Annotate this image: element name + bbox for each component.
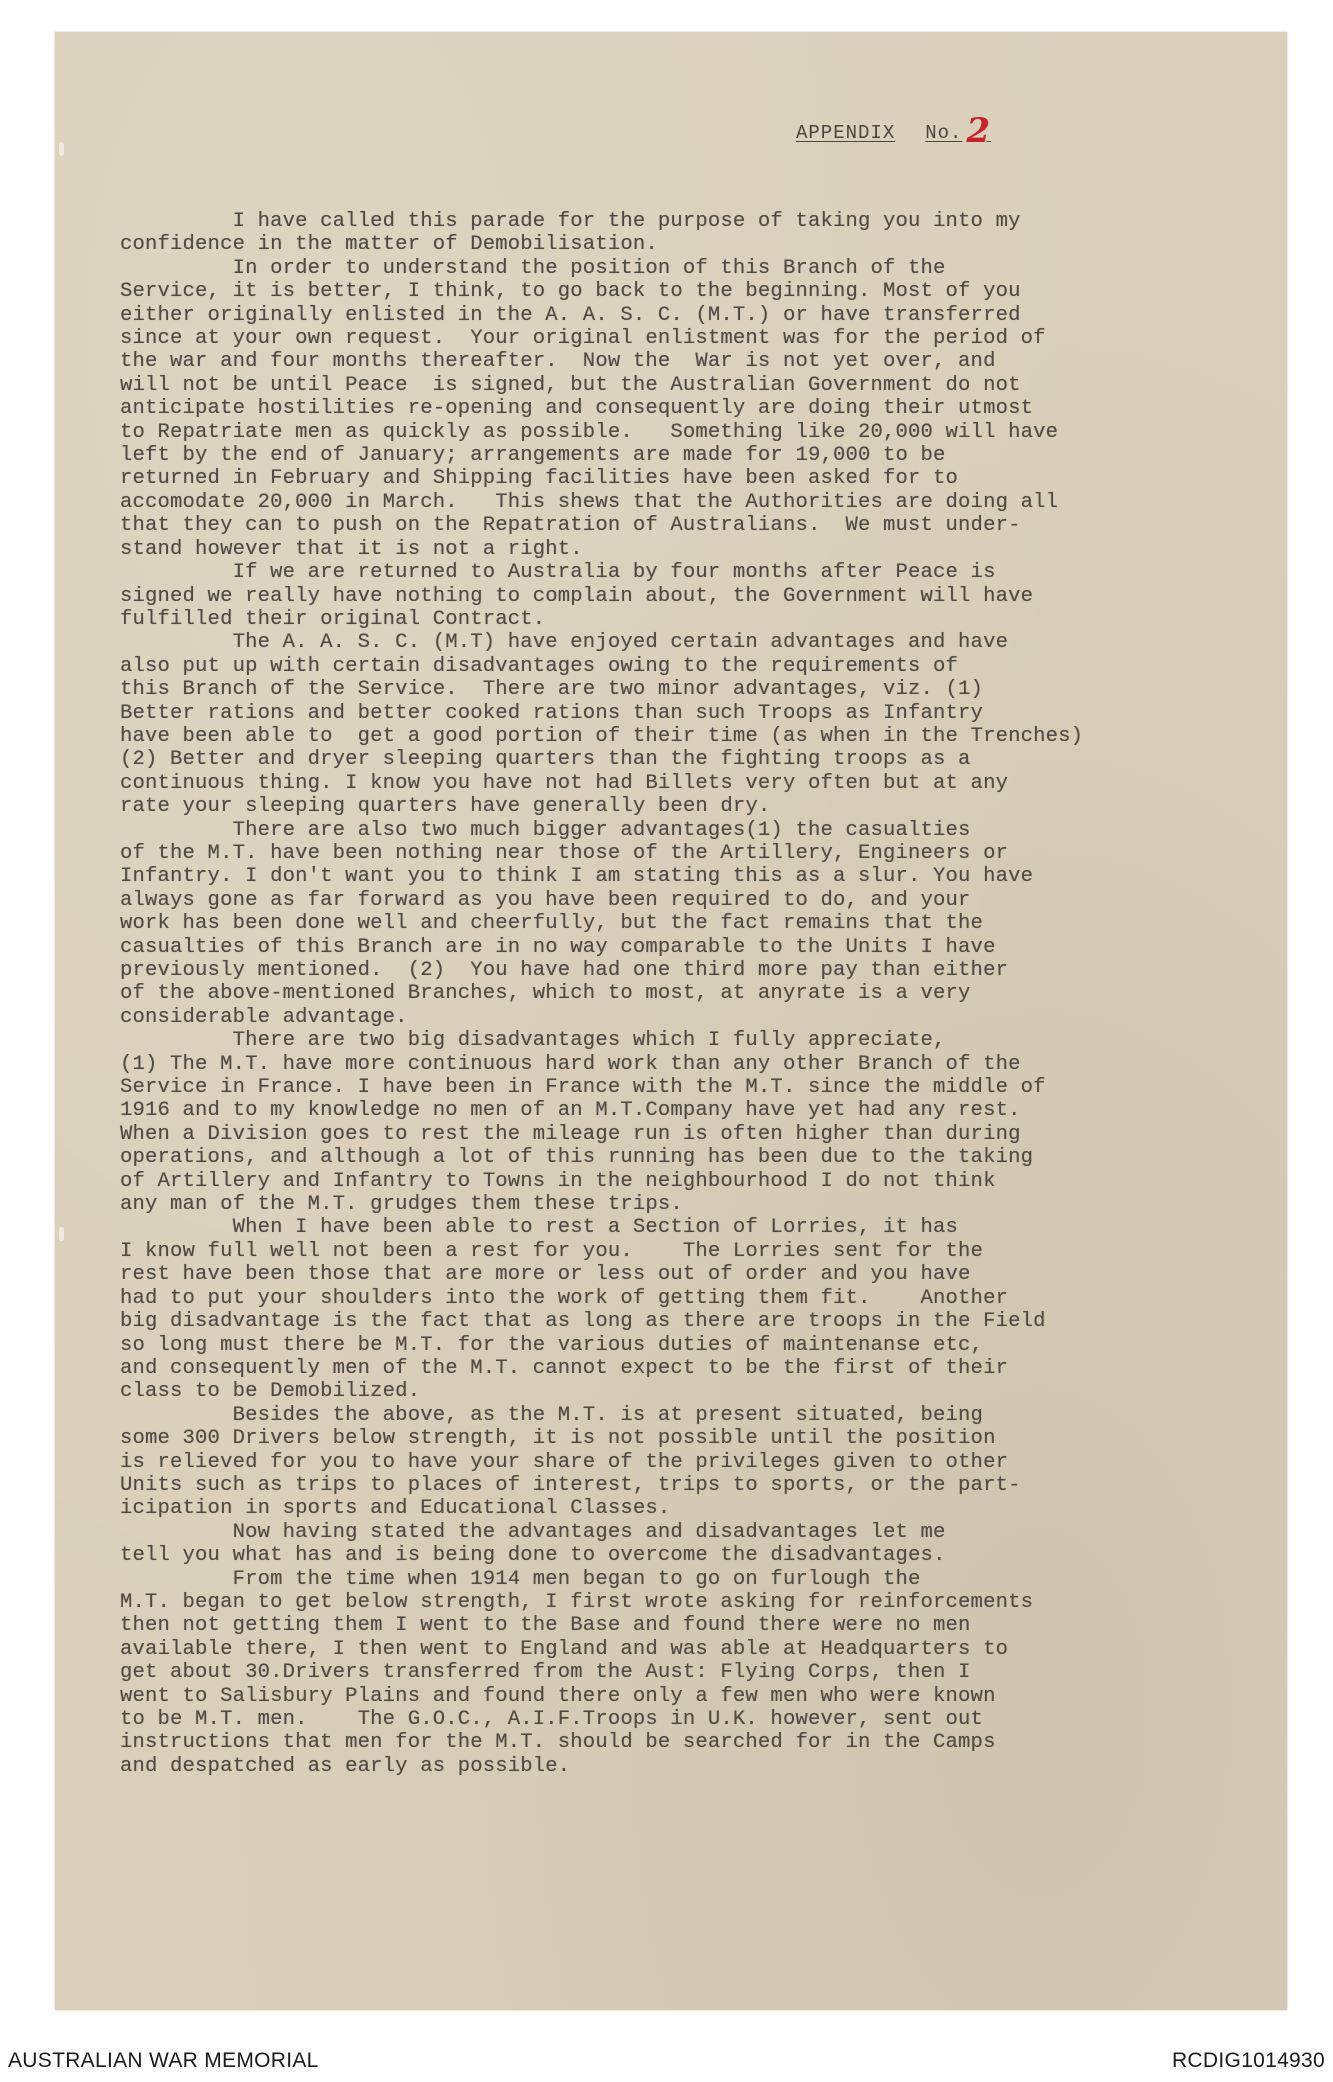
text-line: considerable advantage.: [120, 1005, 408, 1029]
text-line: Infantry. I don't want you to think I am stating this as a slur. You have: [120, 865, 1034, 889]
text-line: any man of the M.T. grudges them these trips.: [120, 1193, 683, 1217]
text-line: of the M.T. have been nothing near those of the Artillery, Engineers or: [120, 841, 1009, 865]
text-line: of the above-mentioned Branches, which to most, at anyrate is a very: [120, 982, 971, 1006]
text-line: Service, it is better, I think, to go back to the beginning. Most of you: [120, 280, 1021, 304]
text-line: so long must there be M.T. for the various duties of maintenanse etc,: [120, 1333, 984, 1357]
text-line: There are two big disadvantages which I fully appreciate,: [120, 1029, 946, 1053]
text-line: If we are returned to Australia by four months after Peace is: [120, 561, 996, 585]
appendix-number: 2: [966, 111, 992, 151]
text-line: to Repatriate men as quickly as possible. Something like 20,000 will have: [120, 420, 1059, 444]
punch-hole: [59, 1227, 64, 1241]
text-line: available there, I then went to England and was able at Headquarters to: [120, 1637, 1009, 1661]
text-line: Service in France. I have been in France with the M.T. since the middle of: [120, 1076, 1046, 1100]
appendix-number-label: No.: [925, 122, 963, 144]
text-line: get about 30.Drivers transferred from the Aust: Flying Corps, then I: [120, 1661, 971, 1685]
text-line: returned in February and Shipping facilities have been asked for to: [120, 467, 959, 491]
text-line: anticipate hostilities re-opening and consequently are doing their utmost: [120, 397, 1034, 421]
text-line: to be M.T. men. The G.O.C., A.I.F.Troops in U.K. however, sent out: [120, 1708, 984, 1731]
text-line: icipation in sports and Educational Classes.: [120, 1497, 671, 1521]
text-line: then not getting them I went to the Base and found there were no men: [120, 1614, 971, 1638]
archive-reference: RCDIG1014930: [1171, 2049, 1325, 2072]
text-line: confidence in the matter of Demobilisation.: [120, 233, 658, 257]
appendix-heading: [796, 107, 992, 151]
text-line: M.T. began to get below strength, I first wrote asking for reinforcements: [120, 1590, 1034, 1614]
text-line: some 300 Drivers below strength, it is not possible until the position: [120, 1427, 996, 1451]
text-line: I have called this parade for the purpose of taking you into my: [120, 210, 1021, 233]
text-line: fulfilled their original Contract.: [120, 607, 546, 631]
text-line: In order to understand the position of this Branch of the: [120, 256, 946, 280]
text-line: also put up with certain disadvantages owing to the requirements of: [120, 654, 959, 678]
text-line: rest have been those that are more or less out of order and you have: [120, 1263, 971, 1287]
text-line: left by the end of January; arrangements are made for 19,000 to be: [120, 444, 946, 468]
text-line: There are also two much bigger advantages(1) the casualties: [120, 818, 971, 842]
text-line: signed we really have nothing to complain about, the Government will have: [120, 584, 1034, 608]
text-line: and despatched as early as possible.: [120, 1754, 571, 1778]
text-line: (1) The M.T. have more continuous hard work than any other Branch of the: [120, 1052, 1021, 1076]
text-line: big disadvantage is the fact that as long as there are troops in the Field: [120, 1310, 1046, 1334]
text-line: From the time when 1914 men began to go on furlough the: [120, 1567, 921, 1591]
text-line: class to be Demobilized.: [120, 1380, 421, 1404]
text-line: this Branch of the Service. There are two minor advantages, viz. (1): [120, 678, 984, 702]
text-line: Better rations and better cooked rations than such Troops as Infantry: [120, 701, 984, 725]
text-line: Now having stated the advantages and disadvantages let me: [120, 1520, 946, 1544]
text-line: When I have been able to rest a Section of Lorries, it has: [120, 1216, 959, 1240]
typed-letter-body: [120, 210, 1290, 1778]
text-line: and consequently men of the M.T. cannot expect to be the first of their: [120, 1356, 1009, 1380]
text-line: accomodate 20,000 in March. This shews that the Authorities are doing all: [120, 490, 1059, 514]
text-line: The A. A. S. C. (M.T) have enjoyed certain advantages and have: [120, 631, 1009, 655]
text-line: will not be until Peace is signed, but the Australian Government do not: [120, 373, 1021, 397]
text-line: of Artillery and Infantry to Towns in the neighbourhood I do not think: [120, 1169, 996, 1193]
text-line: always gone as far forward as you have been required to do, and your: [120, 888, 971, 912]
text-line: is relieved for you to have your share of the privileges given to other: [120, 1450, 1009, 1474]
text-line: either originally enlisted in the A. A. S. C. (M.T.) or have transferred: [120, 303, 1021, 327]
text-line: Besides the above, as the M.T. is at present situated, being: [120, 1403, 984, 1427]
text-line: work has been done well and cheerfully, but the fact remains that the: [120, 912, 984, 936]
text-line: Units such as trips to places of interest, trips to sports, or the part-: [120, 1473, 1021, 1497]
archive-credit: AUSTRALIAN WAR MEMORIAL: [8, 2049, 319, 2072]
text-line: rate your sleeping quarters have generally been dry.: [120, 795, 771, 819]
appendix-label: APPENDIX: [796, 122, 896, 144]
text-line: continuous thing. I know you have not had Billets very often but at any: [120, 771, 1009, 795]
text-line: that they can to push on the Repatration of Australians. We must under-: [120, 514, 1021, 538]
text-line: tell you what has and is being done to overcome the disadvantages.: [120, 1544, 946, 1568]
text-line: When a Division goes to rest the mileage run is often higher than during: [120, 1122, 1021, 1146]
text-line: went to Salisbury Plains and found there only a few men who were known: [120, 1684, 996, 1708]
text-line: the war and four months thereafter. Now the War is not yet over, and: [120, 350, 996, 374]
text-line: casualties of this Branch are in no way comparable to the Units I have: [120, 935, 996, 959]
text-line: since at your own request. Your original enlistment was for the period of: [120, 327, 1046, 351]
punch-hole: [59, 142, 64, 156]
text-line: previously mentioned. (2) You have had one third more pay than either: [120, 959, 1009, 982]
text-line: operations, and although a lot of this running has been due to the taking: [120, 1146, 1034, 1170]
text-line: (2) Better and dryer sleeping quarters than the fighting troops as a: [120, 748, 971, 772]
text-line: instructions that men for the M.T. should be searched for in the Camps: [120, 1731, 996, 1755]
text-line: stand however that it is not a right.: [120, 537, 583, 561]
text-line: I know full well not been a rest for you. The Lorries sent for the: [120, 1239, 984, 1263]
text-line: had to put your shoulders into the work of getting them fit. Another: [120, 1286, 1009, 1310]
text-line: 1916 and to my knowledge no men of an M.T.Company have yet had any rest.: [120, 1099, 1021, 1123]
text-line: have been able to get a good portion of their time (as when in the Trenches): [120, 724, 1084, 748]
